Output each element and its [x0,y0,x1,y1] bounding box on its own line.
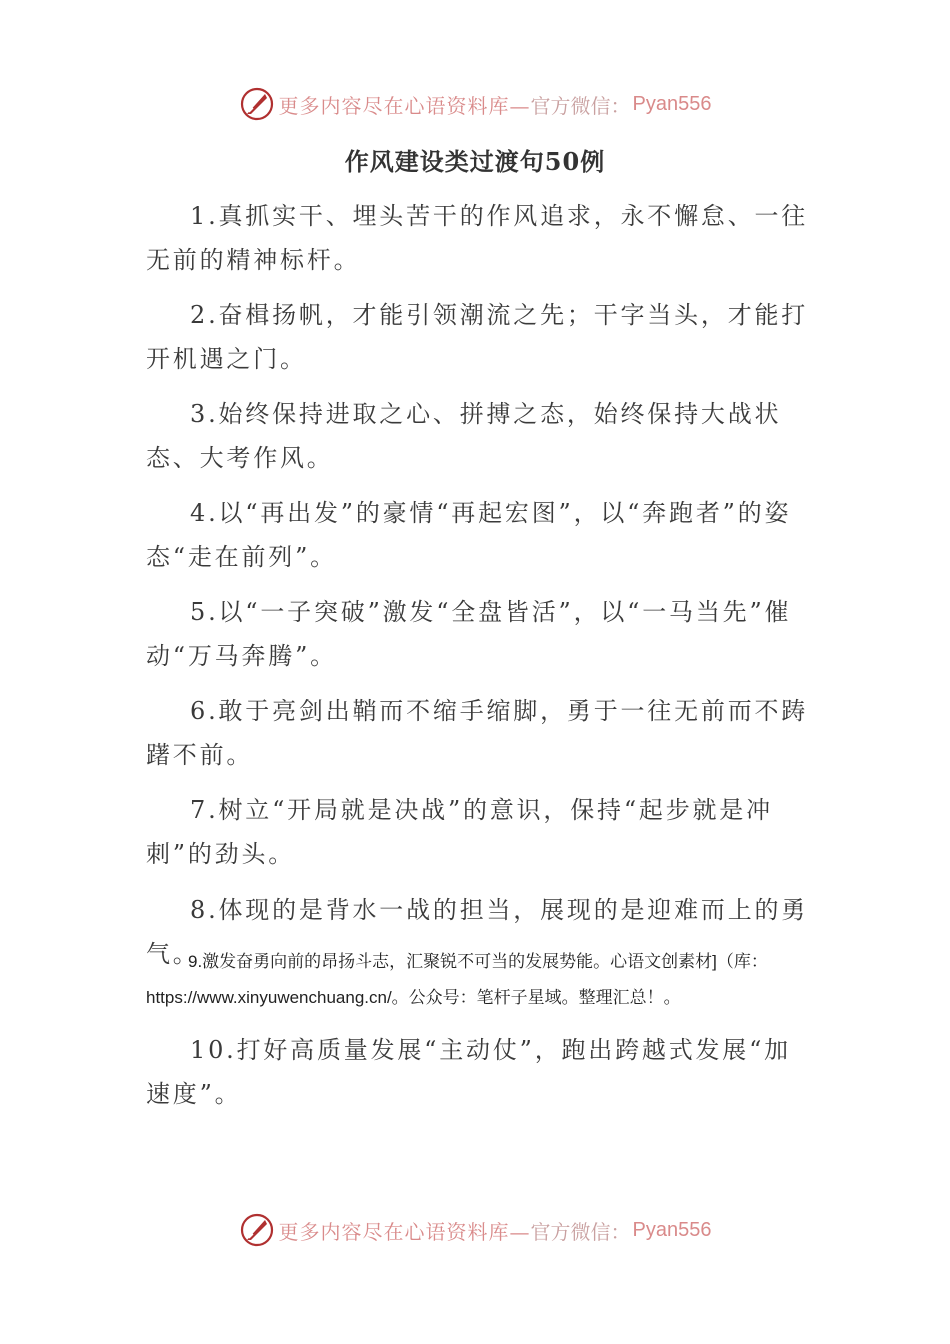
banner-wechat-label: 官方微信： [530,1219,631,1244]
paragraph-6 [146,689,811,777]
banner-text: 更多内容尽在心语资料库— [278,1219,531,1244]
paragraph-5 [146,590,811,678]
paragraph-text: 1.真抓实干、埋头苦干的作风追求，永不懈怠、一往无前的精神标杆。 [146,202,809,274]
quill-logo-icon [239,1212,275,1248]
paragraph-10 [146,1028,811,1116]
banner-text: 更多内容尽在心语资料库— [278,93,531,118]
document-title: 作风建设类过渡句50例 [344,147,606,176]
paragraph-text: 2.奋楫扬帆，才能引领潮流之先；干字当头，才能打开机遇之门。 [146,301,809,373]
paragraph-4 [146,491,811,579]
paragraph-text: 6.敢于亮剑出鞘而不缩手缩脚，勇于一往无前而不踌躇不前。 [146,697,809,769]
paragraph-text: 7.树立“开局就是决战”的意识，保持“起步就是冲刺”的劲头。 [146,796,773,868]
footer-banner [0,1210,950,1250]
paragraph-text: 4.以“再出发”的豪情“再起宏图”，以“奔跑者”的姿态“走在前列”。 [146,499,792,571]
banner-wechat-id: Pyan556 [632,92,712,115]
paragraph-text: 9.激发奋勇向前的昂扬斗志，汇聚锐不可当的发展势能。心语文创素材]（库：https://www.xinyuwenchuang.cn/。公众号：笔杆子星域。整理汇总！。 [146,952,768,1007]
paragraph-9 [146,944,826,1016]
paragraph-text: 8.体现的是背水一战的担当，展现的是迎难而上的勇气。 [146,896,809,968]
quill-logo-icon [239,86,275,122]
paragraph-text: 3.始终保持进取之心、拼搏之态，始终保持大战状态、大考作风。 [146,400,782,472]
paragraph-1 [146,194,811,282]
paragraph-text: 10.打好高质量发展“主动仗”，跑出跨越式发展“加速度”。 [146,1036,791,1108]
banner-wechat-label: 官方微信： [530,93,631,118]
paragraph-3 [146,392,811,480]
paragraph-7 [146,788,811,876]
paragraph-text: 5.以“一子突破”激发“全盘皆活”，以“一马当先”催动“万马奔腾”。 [146,598,792,670]
header-banner [0,84,950,124]
paragraph-2 [146,293,811,381]
banner-wechat-id: Pyan556 [632,1218,712,1241]
